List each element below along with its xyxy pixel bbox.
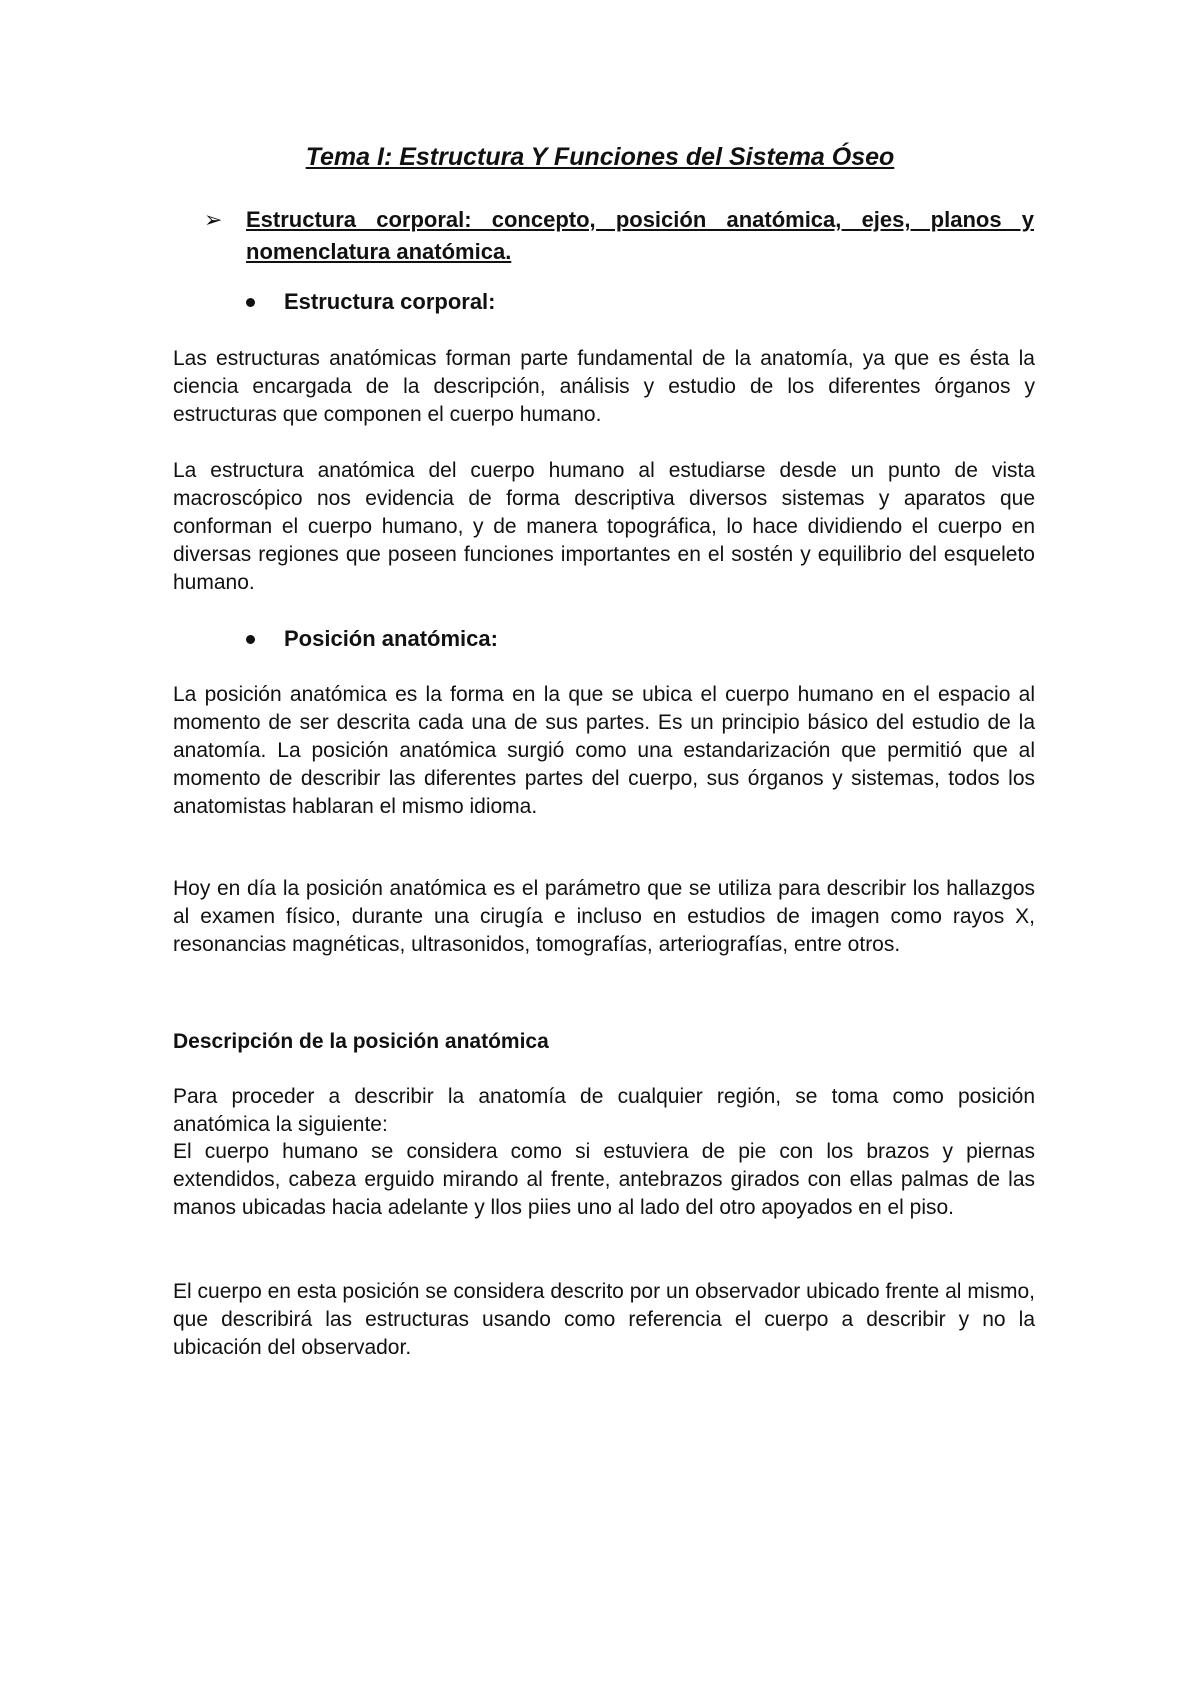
section-heading-text: Estructura corporal: concepto, posición anatómica, ejes, planos y nomenclatura anatómica. <box>246 207 1034 264</box>
bullet-heading-label: Posición anatómica: <box>284 626 498 651</box>
bullet-heading-posicion <box>246 624 498 654</box>
paragraph-1: Las estructuras anatómicas forman parte fundamental de la anatomía, ya que es ésta la ciencia encargada de la descripción, análisis y estudio de los diferentes órganos y estructuras que componen el cuerpo humano. <box>173 347 1035 426</box>
bullet-heading-label: Estructura corporal: <box>284 289 496 314</box>
bullet-dot-icon <box>246 635 255 644</box>
paragraph-2: La estructura anatómica del cuerpo humano al estudiarse desde un punto de vista macroscópico nos evidencia de forma descriptiva diversos sistemas y aparatos que conforman el cuerpo humano, y de manera topográfica, lo hace dividiendo el cuerpo en diversas regiones que poseen funciones importantes en el sostén y equilibrio del esqueleto humano. <box>173 459 1035 594</box>
arrow-bullet-icon: ➢ <box>204 207 223 232</box>
paragraph-5b: El cuerpo humano se considera como si estuviera de pie con los brazos y piernas extendidos, cabeza erguido mirando al frente, antebrazos girados con ellas palmas de las manos ubicadas hacia adelante y llos piies uno al lado del otro apoyados en el piso. <box>173 1140 1035 1219</box>
subheading-descripcion: Descripción de la posición anatómica <box>173 1030 549 1053</box>
paragraph-4: Hoy en día la posición anatómica es el parámetro que se utiliza para describir los hallazgos al examen físico, durante una cirugía e incluso en estudios de imagen como rayos X, resonancias magnéticas, ultrasonidos, tomografías, arteriografías, entre otros. <box>173 877 1035 956</box>
document-title: Tema I: Estructura Y Funciones del Sistema Óseo <box>305 143 895 171</box>
bullet-dot-icon <box>246 298 255 307</box>
paragraph-6: El cuerpo en esta posición se considera descrito por un observador ubicado frente al mismo, que describirá las estructuras usando como referencia el cuerpo a describir y no la ubicación del observador. <box>173 1280 1035 1359</box>
bullet-heading-estructura <box>246 287 496 317</box>
paragraph-5a: Para proceder a describir la anatomía de cualquier región, se toma como posición anatómica la siguiente: <box>173 1085 1035 1136</box>
section-heading <box>204 204 1034 268</box>
paragraph-3: La posición anatómica es la forma en la que se ubica el cuerpo humano en el espacio al momento de ser descrita cada una de sus partes. Es un principio básico del estudio de la anatomía. La posición anatómica surgió como una estandarización que permitió que al momento de describir las diferentes partes del cuerpo, sus órganos y sistemas, todos los anatomistas hablaran el mismo idioma. <box>173 683 1035 818</box>
